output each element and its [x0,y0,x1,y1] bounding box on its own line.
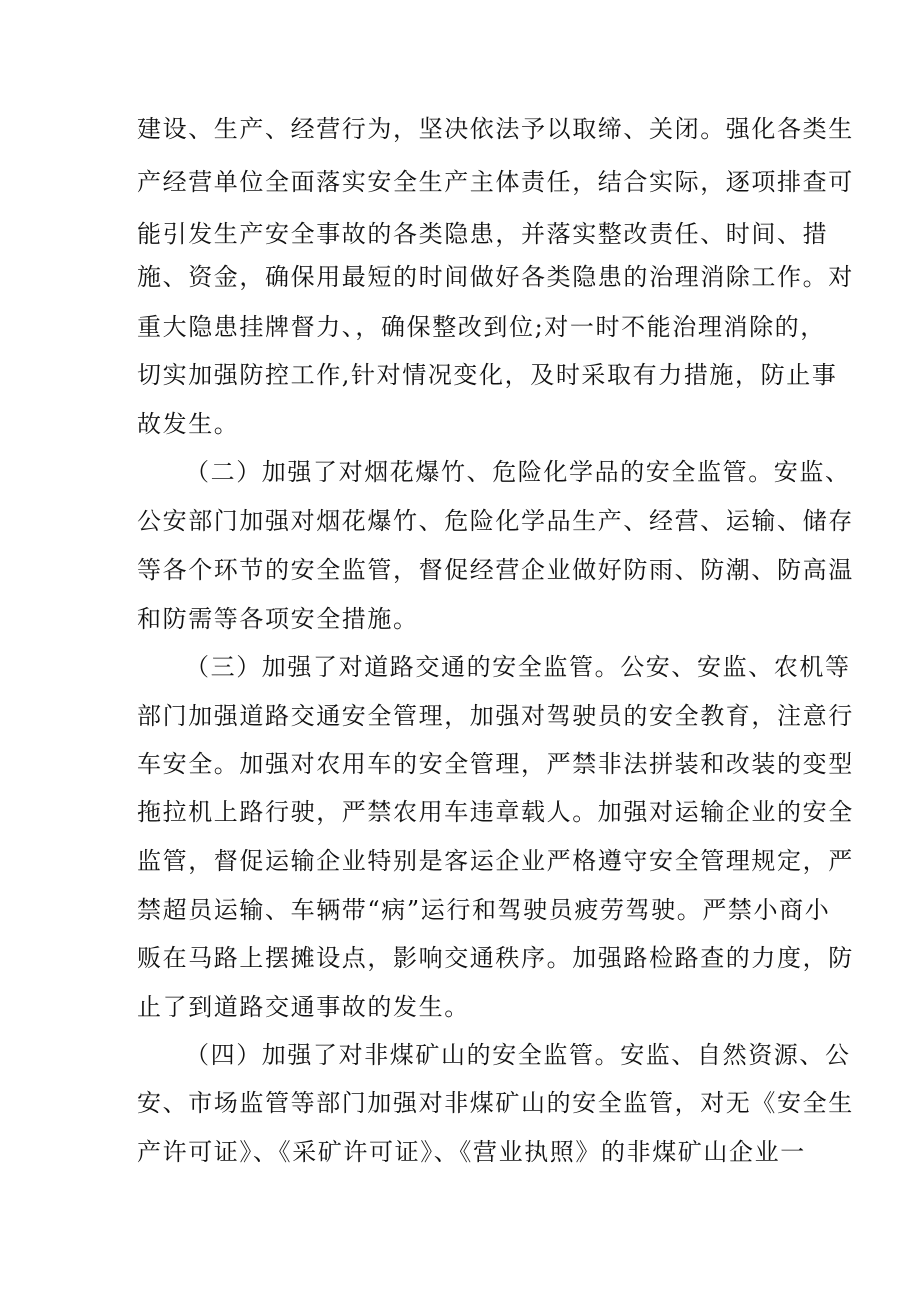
paragraph-2-first-line: （二）加强了对烟花爆竹、危险化学品的安全监管。安监、 [185,458,851,486]
text-line-14: 车安全。加强对农用车的安全管理，严禁非法拼装和改装的变型 [137,750,854,778]
text-line-10: 等各个环节的安全监管，督促经营企业做好防雨、防潮、防高温 [137,556,854,584]
text-line-5: 重大隐患挂牌督力、，确保整改到位;对一时不能治理消除的， [137,313,826,341]
text-line-22: 产许可证》、《采矿许可证》、《营业执照》的非煤矿山企业一 [137,1138,806,1166]
text-line-3: 能引发生产安全事故的各类隐患，并落实整改责任、时间、措 [137,220,829,248]
text-line-15: 拖拉机上路行驶，严禁农用车违章载人。加强对运输企业的安全 [137,798,854,826]
text-line-21: 安、市场监管等部门加强对非煤矿山的安全监管，对无《安全生 [137,1089,854,1117]
text-line-1: 建设、生产、经营行为，坚决依法予以取缔、关闭。强化各类生 [137,115,854,143]
text-line-6: 切实加强防控工作,针对情况变化，及时采取有力措施，防止事 [137,361,838,389]
text-line-7: 故发生。 [137,410,240,438]
text-line-18: 贩在马路上摆摊设点，影响交通秩序。加强路检路查的力度，防 [137,944,854,972]
text-line-16: 监管，督促运输企业特别是客运企业严格遵守安全管理规定，严 [137,847,854,875]
text-line-13: 部门加强道路交通安全管理，加强对驾驶员的安全教育，注意行 [137,702,854,730]
text-line-17: 禁超员运输、车辆带“病”运行和驾驶员疲劳驾驶。严禁小商小 [137,896,831,924]
text-line-11: 和防需等各项安全措施。 [137,605,419,633]
paragraph-3-first-line: （三）加强了对道路交通的安全监管。公安、安监、农机等 [185,653,851,681]
text-line-4: 施、资金，确保用最短的时间做好各类隐患的治理消除工作。对 [137,263,854,291]
text-line-19: 止了到道路交通事故的发生。 [137,993,470,1021]
text-line-2: 产经营单位全面落实安全生产主体责任，结合实际，逐项排查可 [137,168,854,196]
text-line-9: 公安部门加强对烟花爆竹、危险化学品生产、经营、运输、储存 [137,507,854,535]
paragraph-4-first-line: （四）加强了对非煤矿山的安全监管。安监、自然资源、公 [185,1041,851,1069]
